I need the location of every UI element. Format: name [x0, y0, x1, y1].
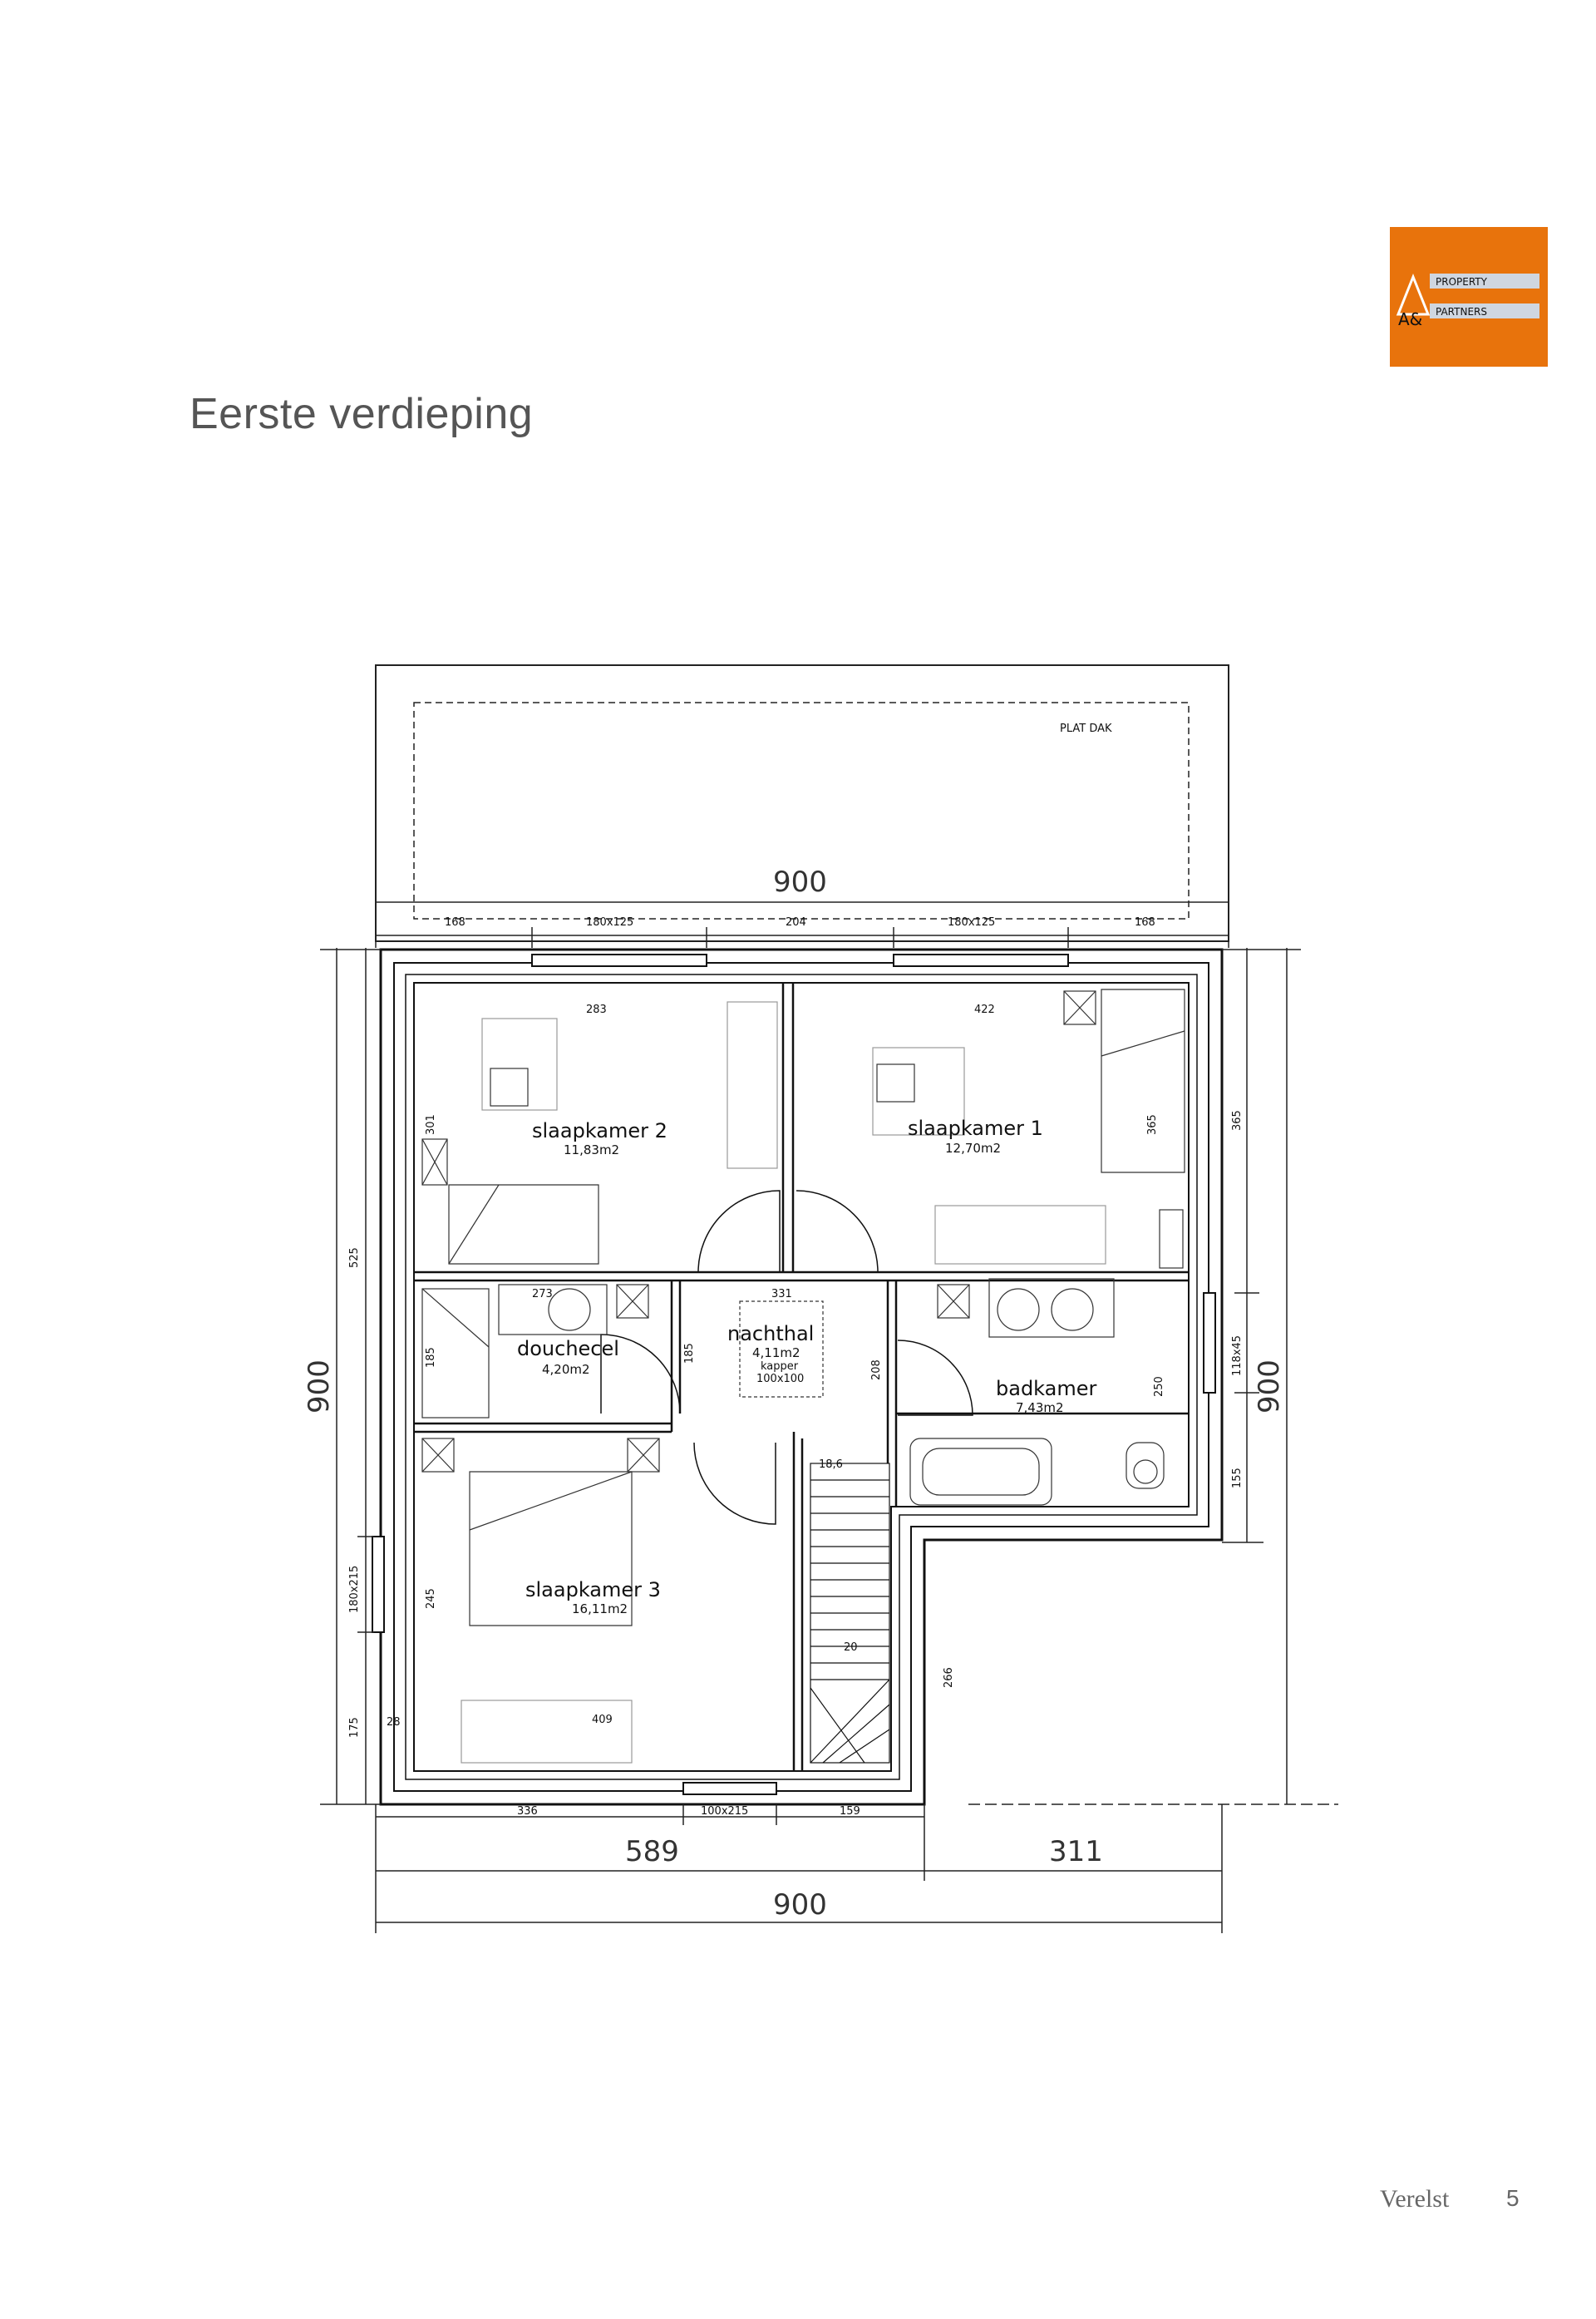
dim-sk2-width: 283	[586, 1004, 607, 1016]
dim-bad-h2: 250	[1153, 1376, 1165, 1397]
area-nachthal: 4,11m2	[752, 1345, 800, 1360]
dim-sk3-width: 409	[592, 1714, 613, 1726]
dim-douche-h: 185	[425, 1347, 437, 1368]
dim-left-lower: 175	[348, 1717, 361, 1738]
flat-roof	[376, 665, 1229, 941]
room-douchecel: douchecel	[517, 1337, 619, 1360]
dim-stair-label: 18,6	[819, 1458, 843, 1471]
dim-douche-w: 273	[532, 1288, 553, 1300]
dim-bottom-seg-2: 100x215	[701, 1805, 749, 1818]
dim-hall-w: 331	[771, 1288, 792, 1300]
area-douchecel: 4,20m2	[542, 1362, 590, 1377]
dim-sk1-width: 422	[974, 1004, 995, 1016]
room-slaapkamer-2: slaapkamer 2	[532, 1119, 667, 1142]
room-nachthal: nachthal	[727, 1322, 815, 1345]
dim-stair: 266	[943, 1667, 955, 1688]
dim-left-window: 180x215	[348, 1565, 361, 1613]
area-badkamer: 7,43m2	[1016, 1400, 1064, 1415]
dim-top-seg-4: 180x125	[948, 916, 996, 929]
roof-label: PLAT DAK	[1060, 723, 1112, 735]
footer-brand: Verelst	[1380, 2185, 1450, 2213]
room-badkamer: badkamer	[996, 1377, 1097, 1400]
page-title: Eerste verdieping	[190, 390, 534, 438]
dim-bottom-right: 311	[1049, 1835, 1103, 1868]
page-number: 5	[1506, 2185, 1520, 2211]
dim-top-seg-2: 180x125	[586, 916, 634, 929]
dim-top-total: 900	[773, 866, 827, 899]
area-slaapkamer-1: 12,70m2	[945, 1141, 1002, 1156]
dim-bad-h: 208	[870, 1359, 883, 1380]
dim-bottom-total: 900	[773, 1888, 827, 1922]
nachthal-note-1: kapper	[761, 1360, 799, 1373]
dim-sk1-height: 365	[1146, 1114, 1159, 1135]
area-slaapkamer-2: 11,83m2	[564, 1142, 620, 1157]
logo-initials: A&	[1398, 309, 1423, 329]
area-slaapkamer-3: 16,11m2	[572, 1601, 628, 1616]
dim-sk2-height: 301	[425, 1114, 437, 1135]
dim-bottom-seg-1: 336	[517, 1805, 538, 1818]
dim-left-upper: 525	[348, 1247, 361, 1268]
dim-bottom-seg-3: 159	[840, 1805, 860, 1818]
dim-stair-small: 20	[844, 1641, 858, 1654]
logo-line1: PROPERTY	[1436, 276, 1487, 288]
dim-left-small: 28	[387, 1716, 401, 1729]
logo-line2: PARTNERS	[1436, 306, 1487, 318]
dim-top-seg-5: 168	[1135, 916, 1155, 929]
dim-sk3-h: 245	[425, 1588, 437, 1609]
dim-right-upper: 365	[1231, 1110, 1244, 1131]
dim-top-seg-1: 168	[445, 916, 466, 929]
dim-top-seg-3: 204	[786, 916, 806, 929]
staircase	[810, 1463, 889, 1763]
dim-right-total: 900	[1253, 1359, 1286, 1414]
dim-right-window: 118x45	[1231, 1335, 1244, 1376]
room-slaapkamer-1: slaapkamer 1	[908, 1117, 1043, 1140]
dim-right-lower: 155	[1231, 1468, 1244, 1488]
dim-hall-h: 185	[683, 1343, 696, 1364]
nachthal-note-2: 100x100	[756, 1373, 805, 1385]
dim-bottom-left: 589	[625, 1835, 679, 1868]
dim-left-total: 900	[303, 1359, 336, 1414]
room-slaapkamer-3: slaapkamer 3	[525, 1578, 661, 1601]
